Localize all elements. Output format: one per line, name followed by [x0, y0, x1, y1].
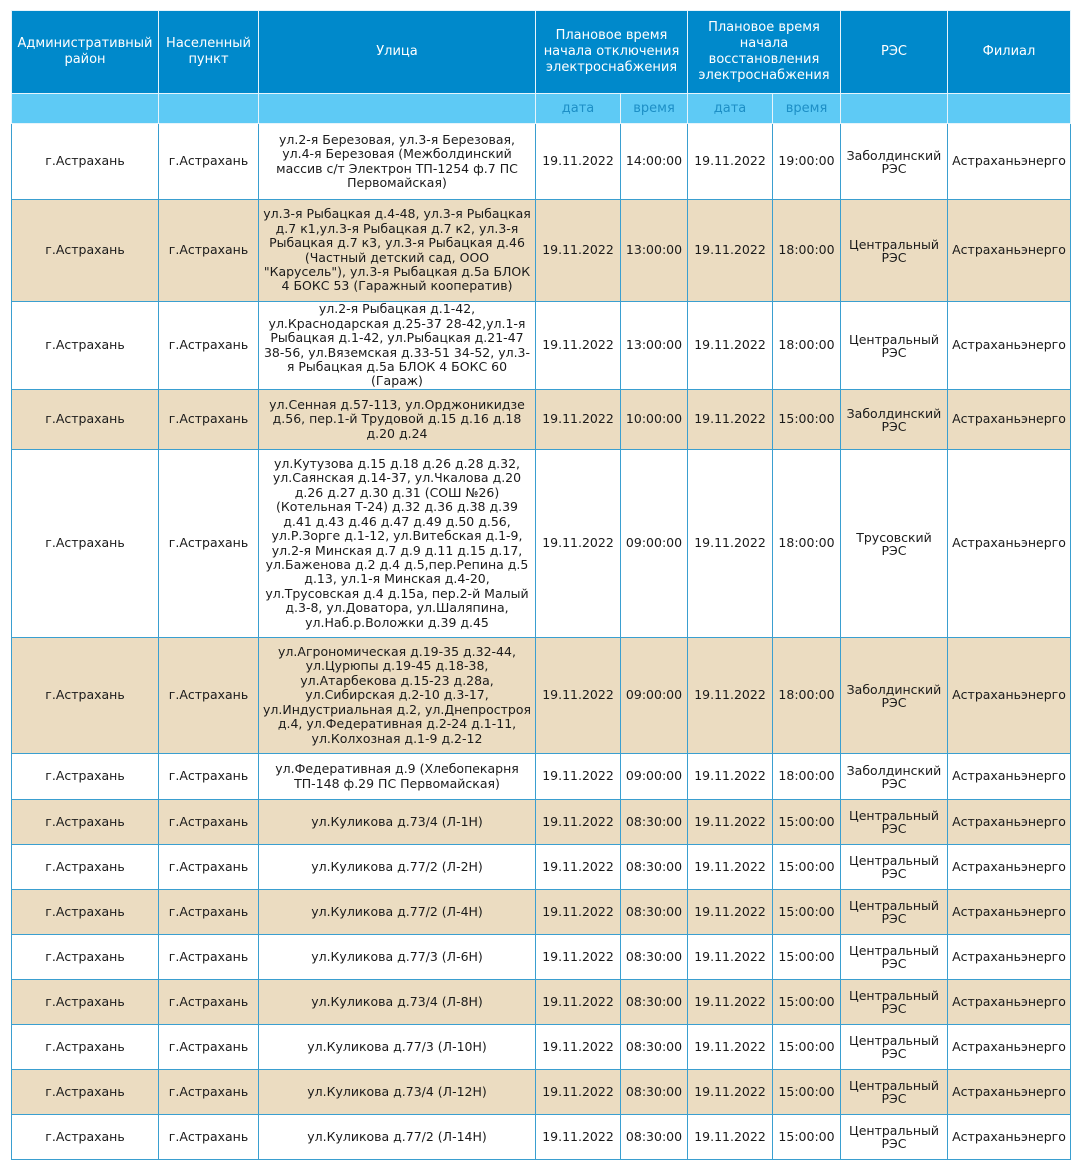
cell-off-date: 19.11.2022: [536, 450, 621, 638]
cell-street: ул.Агрономическая д.19-35 д.32-44, ул.Цурюпы д.19-45 д.18-38, ул.Атарбекова д.15-23 д.28а, ул.Сибирская д.2-10 д.3-17, ул.Индустриальная д.2, ул.Днепростроя д.4, ул.Федеративная д.2-24 д.1-11, ул.Колхозная д.1-9 д.2-12: [259, 638, 536, 754]
cell-branch: Астраханьэнерго: [948, 935, 1071, 980]
cell-off-time: 08:30:00: [621, 935, 688, 980]
cell-restore-date: 19.11.2022: [688, 124, 773, 200]
table-row: [12, 390, 1071, 450]
cell-off-date: 19.11.2022: [536, 800, 621, 845]
cell-district: г.Астрахань: [12, 754, 159, 800]
cell-off-time: 08:30:00: [621, 800, 688, 845]
table-body: [12, 124, 1071, 1160]
cell-branch: Астраханьэнерго: [948, 845, 1071, 890]
cell-locality: г.Астрахань: [159, 302, 259, 390]
cell-restore-date: 19.11.2022: [688, 638, 773, 754]
cell-district: г.Астрахань: [12, 980, 159, 1025]
cell-res: Центральный РЭС: [841, 890, 948, 935]
cell-restore-date: 19.11.2022: [688, 800, 773, 845]
subheader-empty: [12, 94, 159, 124]
cell-res: Заболдинский РЭС: [841, 754, 948, 800]
cell-restore-time: 15:00:00: [773, 1070, 841, 1115]
cell-off-time: 08:30:00: [621, 845, 688, 890]
cell-locality: г.Астрахань: [159, 980, 259, 1025]
subheader-restore-date: дата: [688, 94, 773, 124]
cell-district: г.Астрахань: [12, 390, 159, 450]
cell-district: г.Астрахань: [12, 450, 159, 638]
cell-off-date: 19.11.2022: [536, 302, 621, 390]
cell-restore-time: 15:00:00: [773, 800, 841, 845]
cell-res: Центральный РЭС: [841, 302, 948, 390]
cell-off-date: 19.11.2022: [536, 1025, 621, 1070]
outage-schedule-table: [11, 10, 1071, 1160]
cell-district: г.Астрахань: [12, 845, 159, 890]
header-branch: Филиал: [948, 11, 1071, 94]
cell-off-time: 10:00:00: [621, 390, 688, 450]
cell-off-time: 14:00:00: [621, 124, 688, 200]
cell-res: Центральный РЭС: [841, 1115, 948, 1160]
cell-restore-time: 18:00:00: [773, 450, 841, 638]
table-row: [12, 450, 1071, 638]
cell-branch: Астраханьэнерго: [948, 980, 1071, 1025]
cell-off-time: 09:00:00: [621, 638, 688, 754]
cell-street: ул.2-я Рыбацкая д.1-42, ул.Краснодарская д.25-37 28-42,ул.1-я Рыбацкая д.1-42, ул.Рыбацкая д.21-47 38-56, ул.Вяземская д.33-51 34-52, ул.3-я Рыбацкая д.5а БЛОК 4 БОКС 60 (Гараж): [259, 302, 536, 390]
cell-branch: Астраханьэнерго: [948, 638, 1071, 754]
cell-off-time: 09:00:00: [621, 450, 688, 638]
cell-restore-date: 19.11.2022: [688, 1070, 773, 1115]
cell-branch: Астраханьэнерго: [948, 390, 1071, 450]
cell-locality: г.Астрахань: [159, 800, 259, 845]
cell-street: ул.3-я Рыбацкая д.4-48, ул.3-я Рыбацкая д.7 к1,ул.3-я Рыбацкая д.7 к2, ул.3-я Рыбацкая д.7 к3, ул.3-я Рыбацкая д.46 (Частный детский сад, ООО "Карусель"), ул.3-я Рыбацкая д.5а БЛОК 4 БОКС 53 (Гаражный кооператив): [259, 200, 536, 302]
cell-off-date: 19.11.2022: [536, 200, 621, 302]
cell-district: г.Астрахань: [12, 302, 159, 390]
table-row: [12, 845, 1071, 890]
cell-locality: г.Астрахань: [159, 124, 259, 200]
cell-restore-date: 19.11.2022: [688, 390, 773, 450]
cell-restore-time: 15:00:00: [773, 1025, 841, 1070]
table-row: [12, 935, 1071, 980]
cell-res: Заболдинский РЭС: [841, 638, 948, 754]
cell-off-date: 19.11.2022: [536, 754, 621, 800]
cell-res: Заболдинский РЭС: [841, 124, 948, 200]
cell-restore-date: 19.11.2022: [688, 890, 773, 935]
cell-street: ул.Куликова д.77/2 (Л-2Н): [259, 845, 536, 890]
cell-res: Центральный РЭС: [841, 935, 948, 980]
cell-restore-time: 18:00:00: [773, 302, 841, 390]
cell-district: г.Астрахань: [12, 890, 159, 935]
cell-branch: Астраханьэнерго: [948, 1070, 1071, 1115]
subheader-restore-time: время: [773, 94, 841, 124]
cell-street: ул.Федеративная д.9 (Хлебопекарня ТП-148 ф.29 ПС Первомайская): [259, 754, 536, 800]
cell-off-date: 19.11.2022: [536, 1070, 621, 1115]
cell-street: ул.Куликова д.77/3 (Л-10Н): [259, 1025, 536, 1070]
cell-street: ул.Куликова д.77/2 (Л-14Н): [259, 1115, 536, 1160]
table-row: [12, 754, 1071, 800]
header-res: РЭС: [841, 11, 948, 94]
cell-locality: г.Астрахань: [159, 935, 259, 980]
cell-res: Центральный РЭС: [841, 200, 948, 302]
table-row: [12, 890, 1071, 935]
cell-branch: Астраханьэнерго: [948, 450, 1071, 638]
subheader-empty: [159, 94, 259, 124]
cell-street: ул.Куликова д.77/2 (Л-4Н): [259, 890, 536, 935]
cell-locality: г.Астрахань: [159, 845, 259, 890]
cell-restore-date: 19.11.2022: [688, 935, 773, 980]
table-row: [12, 638, 1071, 754]
cell-district: г.Астрахань: [12, 638, 159, 754]
header-restore-start: Плановое время начала восстановления электроснабжения: [688, 11, 841, 94]
cell-branch: Астраханьэнерго: [948, 800, 1071, 845]
cell-restore-date: 19.11.2022: [688, 845, 773, 890]
cell-locality: г.Астрахань: [159, 1070, 259, 1115]
cell-branch: Астраханьэнерго: [948, 890, 1071, 935]
cell-street: ул.Сенная д.57-113, ул.Орджоникидзе д.56, пер.1-й Трудовой д.15 д.16 д.18 д.20 д.24: [259, 390, 536, 450]
cell-restore-date: 19.11.2022: [688, 754, 773, 800]
table-row: [12, 1115, 1071, 1160]
cell-restore-date: 19.11.2022: [688, 980, 773, 1025]
cell-off-date: 19.11.2022: [536, 1115, 621, 1160]
cell-restore-time: 19:00:00: [773, 124, 841, 200]
cell-off-date: 19.11.2022: [536, 638, 621, 754]
header-district: Административный район: [12, 11, 159, 94]
cell-restore-date: 19.11.2022: [688, 450, 773, 638]
cell-off-date: 19.11.2022: [536, 980, 621, 1025]
cell-off-date: 19.11.2022: [536, 935, 621, 980]
cell-off-date: 19.11.2022: [536, 390, 621, 450]
cell-restore-date: 19.11.2022: [688, 200, 773, 302]
header-off-start: Плановое время начала отключения электроснабжения: [536, 11, 688, 94]
cell-restore-date: 19.11.2022: [688, 1115, 773, 1160]
cell-district: г.Астрахань: [12, 800, 159, 845]
cell-res: Центральный РЭС: [841, 800, 948, 845]
table-row: [12, 800, 1071, 845]
cell-restore-time: 18:00:00: [773, 754, 841, 800]
cell-district: г.Астрахань: [12, 1115, 159, 1160]
table-row: [12, 980, 1071, 1025]
cell-off-time: 08:30:00: [621, 1025, 688, 1070]
cell-res: Центральный РЭС: [841, 1025, 948, 1070]
cell-off-time: 08:30:00: [621, 1070, 688, 1115]
cell-restore-time: 15:00:00: [773, 935, 841, 980]
cell-off-time: 13:00:00: [621, 200, 688, 302]
subheader-off-time: время: [621, 94, 688, 124]
cell-locality: г.Астрахань: [159, 1115, 259, 1160]
cell-locality: г.Астрахань: [159, 1025, 259, 1070]
cell-restore-time: 18:00:00: [773, 638, 841, 754]
cell-res: Заболдинский РЭС: [841, 390, 948, 450]
cell-off-date: 19.11.2022: [536, 124, 621, 200]
cell-off-date: 19.11.2022: [536, 890, 621, 935]
cell-street: ул.2-я Березовая, ул.3-я Березовая, ул.4-я Березовая (Межболдинский массив с/т Электрон ТП-1254 ф.7 ПС Первомайская): [259, 124, 536, 200]
cell-branch: Астраханьэнерго: [948, 302, 1071, 390]
cell-restore-date: 19.11.2022: [688, 302, 773, 390]
header-street: Улица: [259, 11, 536, 94]
cell-street: ул.Кутузова д.15 д.18 д.26 д.28 д.32, ул.Саянская д.14-37, ул.Чкалова д.20 д.26 д.27 д.30 д.31 (СОШ №26) (Котельная Т-24) д.32 д.36 д.38 д.39 д.41 д.43 д.46 д.47 д.49 д.50 д.56, ул.Р.Зорге д.1-12, ул.Витебская д.1-9, ул.2-я Минская д.7 д.9 д.11 д.15 д.17, ул.Баженова д.2 д.4 д.5,пер.Репина д.5 д.13, ул.1-я Минская д.4-20, ул.Трусовская д.4 д.15а, пер.2-й Малый д.3-8, ул.Доватора, ул.Шаляпина, ул.Наб.р.Воложки д.39 д.45: [259, 450, 536, 638]
cell-off-time: 08:30:00: [621, 980, 688, 1025]
cell-branch: Астраханьэнерго: [948, 1115, 1071, 1160]
cell-branch: Астраханьэнерго: [948, 754, 1071, 800]
cell-district: г.Астрахань: [12, 935, 159, 980]
cell-locality: г.Астрахань: [159, 638, 259, 754]
cell-restore-time: 15:00:00: [773, 980, 841, 1025]
cell-street: ул.Куликова д.73/4 (Л-12Н): [259, 1070, 536, 1115]
subheader-row: [12, 94, 1071, 124]
cell-branch: Астраханьэнерго: [948, 124, 1071, 200]
subheader-empty: [841, 94, 948, 124]
cell-restore-time: 15:00:00: [773, 390, 841, 450]
cell-res: Центральный РЭС: [841, 1070, 948, 1115]
subheader-empty: [259, 94, 536, 124]
cell-street: ул.Куликова д.73/4 (Л-1Н): [259, 800, 536, 845]
cell-off-date: 19.11.2022: [536, 845, 621, 890]
cell-off-time: 08:30:00: [621, 890, 688, 935]
cell-restore-time: 15:00:00: [773, 845, 841, 890]
cell-locality: г.Астрахань: [159, 390, 259, 450]
cell-street: ул.Куликова д.73/4 (Л-8Н): [259, 980, 536, 1025]
cell-locality: г.Астрахань: [159, 890, 259, 935]
table-row: [12, 1025, 1071, 1070]
cell-district: г.Астрахань: [12, 1025, 159, 1070]
table-row: [12, 200, 1071, 302]
cell-restore-time: 15:00:00: [773, 890, 841, 935]
table-row: [12, 302, 1071, 390]
cell-branch: Астраханьэнерго: [948, 1025, 1071, 1070]
cell-street: ул.Куликова д.77/3 (Л-6Н): [259, 935, 536, 980]
cell-branch: Астраханьэнерго: [948, 200, 1071, 302]
cell-off-time: 13:00:00: [621, 302, 688, 390]
cell-locality: г.Астрахань: [159, 450, 259, 638]
cell-res: Центральный РЭС: [841, 980, 948, 1025]
header-row: [12, 11, 1071, 94]
table-row: [12, 124, 1071, 200]
cell-off-time: 08:30:00: [621, 1115, 688, 1160]
subheader-empty: [948, 94, 1071, 124]
header-locality: Населенный пункт: [159, 11, 259, 94]
cell-off-time: 09:00:00: [621, 754, 688, 800]
cell-restore-time: 15:00:00: [773, 1115, 841, 1160]
cell-restore-date: 19.11.2022: [688, 1025, 773, 1070]
cell-locality: г.Астрахань: [159, 754, 259, 800]
cell-district: г.Астрахань: [12, 124, 159, 200]
cell-locality: г.Астрахань: [159, 200, 259, 302]
cell-res: Центральный РЭС: [841, 845, 948, 890]
cell-district: г.Астрахань: [12, 1070, 159, 1115]
cell-restore-time: 18:00:00: [773, 200, 841, 302]
subheader-off-date: дата: [536, 94, 621, 124]
table-row: [12, 1070, 1071, 1115]
cell-district: г.Астрахань: [12, 200, 159, 302]
cell-res: Трусовский РЭС: [841, 450, 948, 638]
